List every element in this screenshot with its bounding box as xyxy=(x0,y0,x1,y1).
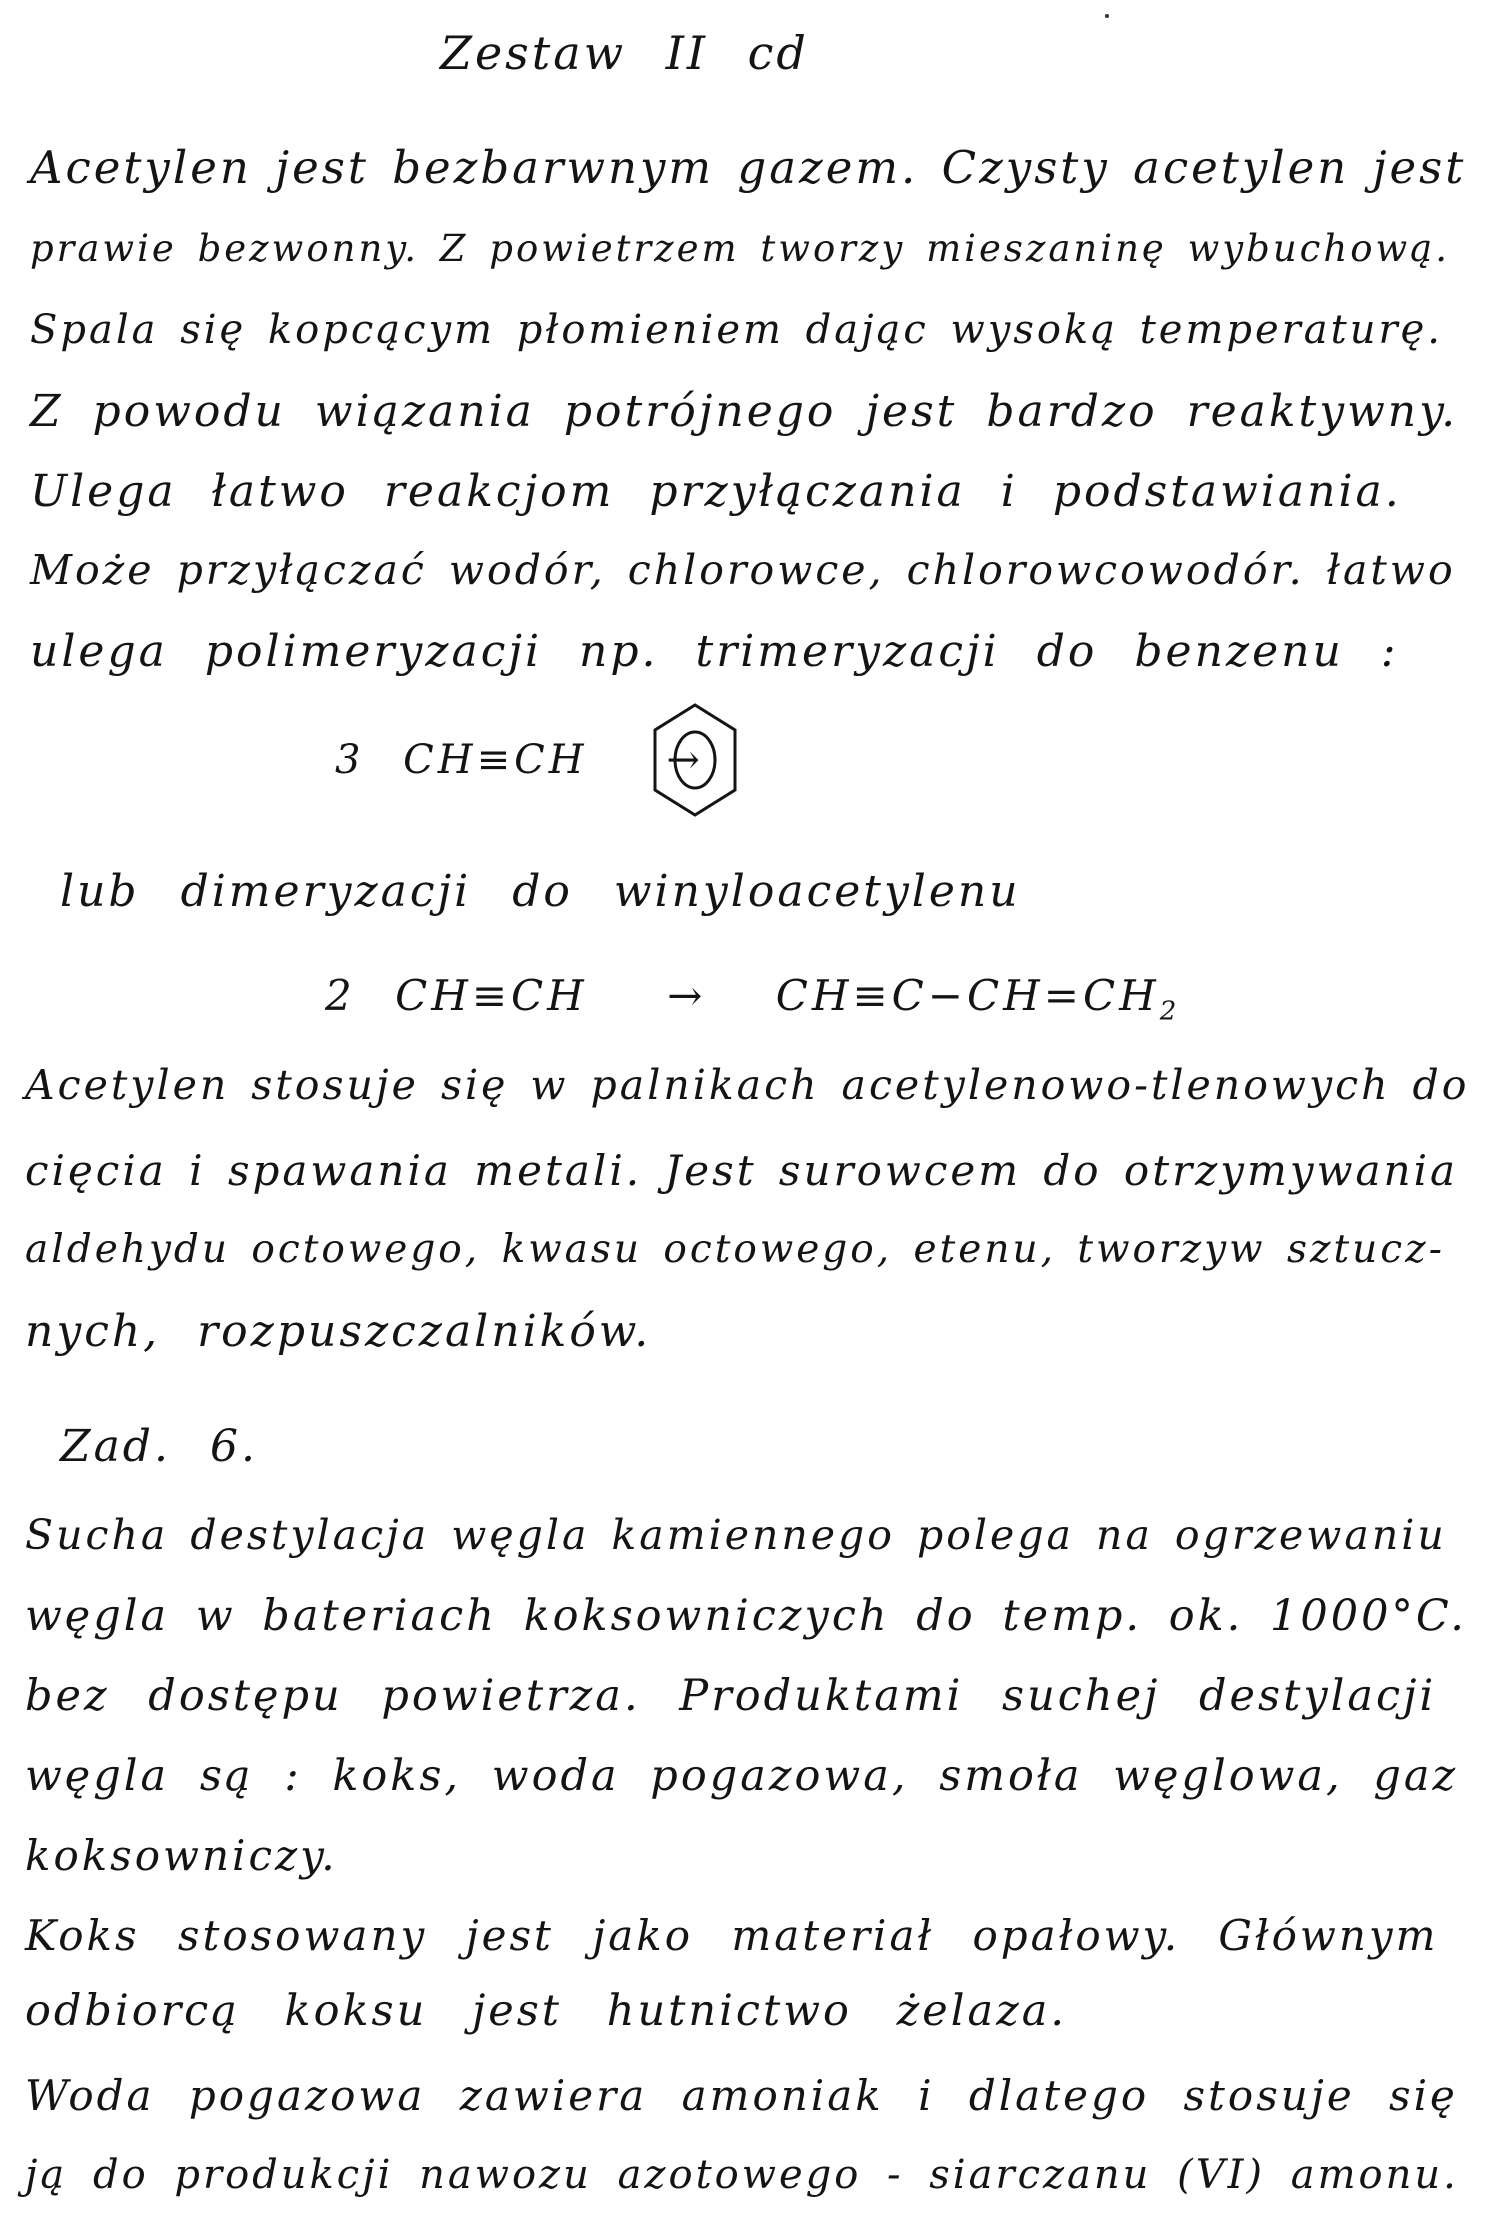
text-line: Koks stosowany jest jako materiał opałowy. Głównym xyxy=(25,1911,1439,1960)
text-line: lub dimeryzacji do winyloacetylenu xyxy=(60,866,1021,917)
eq2-arrow: → xyxy=(667,971,707,1020)
text-line: odbiorcą koksu jest hutnictwo żelaza. xyxy=(25,1986,1068,2036)
text-line: prawie bezwonny. Z powietrzem tworzy mieszaninę wybuchową. xyxy=(30,227,1450,270)
text-line: Woda pogazowa zawiera amoniak i dlatego stosuje się xyxy=(25,2071,1458,2120)
text-line: nych, rozpuszczalników. xyxy=(25,1306,652,1357)
text-line: Ulega łatwo reakcjom przyłączania i podstawiania. xyxy=(30,466,1402,517)
text-line: Z powodu wiązania potrójnego jest bardzo reaktywny. xyxy=(30,386,1459,437)
text-line: Spala się kopcącym płomieniem dając wysoką temperaturę. xyxy=(30,307,1443,353)
text-line: Acetylen stosuje się w palnikach acetylenowo-tlenowych do xyxy=(25,1061,1470,1109)
text-line: Acetylen jest bezbarwnym gazem. Czysty acetylen jest xyxy=(30,141,1467,194)
eq2-product: CH≡C−CH=CH xyxy=(775,971,1160,1020)
eq1-arrow: → xyxy=(666,737,704,783)
benzene-ring-icon xyxy=(650,700,740,820)
text-line: ją do produkcji nawozu azotowego - siarczanu (VI) amonu. xyxy=(25,2152,1459,2198)
equation-trimerization-left xyxy=(335,737,704,783)
eq2-subscript: 2 xyxy=(1159,996,1181,1027)
eq2-reactant: 2 CH≡CH xyxy=(325,971,588,1020)
text-line: ulega polimeryzacji np. trimeryzacji do benzenu : xyxy=(30,626,1399,677)
eq1-reactant: 3 CH≡CH xyxy=(335,737,588,783)
section-heading: Zad. 6. xyxy=(60,1421,258,1472)
text-line: bez dostępu powietrza. Produktami suchej destylacji xyxy=(25,1671,1437,1721)
text-line: węgla są : koks, woda pogazowa, smoła węglowa, gaz xyxy=(25,1751,1459,1801)
text-line: węgla w bateriach koksowniczych do temp. ok. 1000°C. xyxy=(25,1591,1467,1641)
equation-dimerization xyxy=(325,971,1181,1027)
text-line: aldehydu octowego, kwasu octowego, etenu, tworzyw sztucz- xyxy=(25,1227,1445,1272)
text-line: cięcia i spawania metali. Jest surowcem do otrzymywania xyxy=(25,1146,1459,1195)
text-line: Sucha destylacja węgla kamiennego polega na ogrzewaniu xyxy=(25,1511,1447,1559)
page-title: Zestaw II cd xyxy=(440,26,809,80)
text-line: koksowniczy. xyxy=(25,1831,338,1880)
scan-speck xyxy=(1105,14,1109,18)
text-line: Może przyłączać wodór, chlorowce, chlorowcowodór. łatwo xyxy=(30,546,1456,594)
